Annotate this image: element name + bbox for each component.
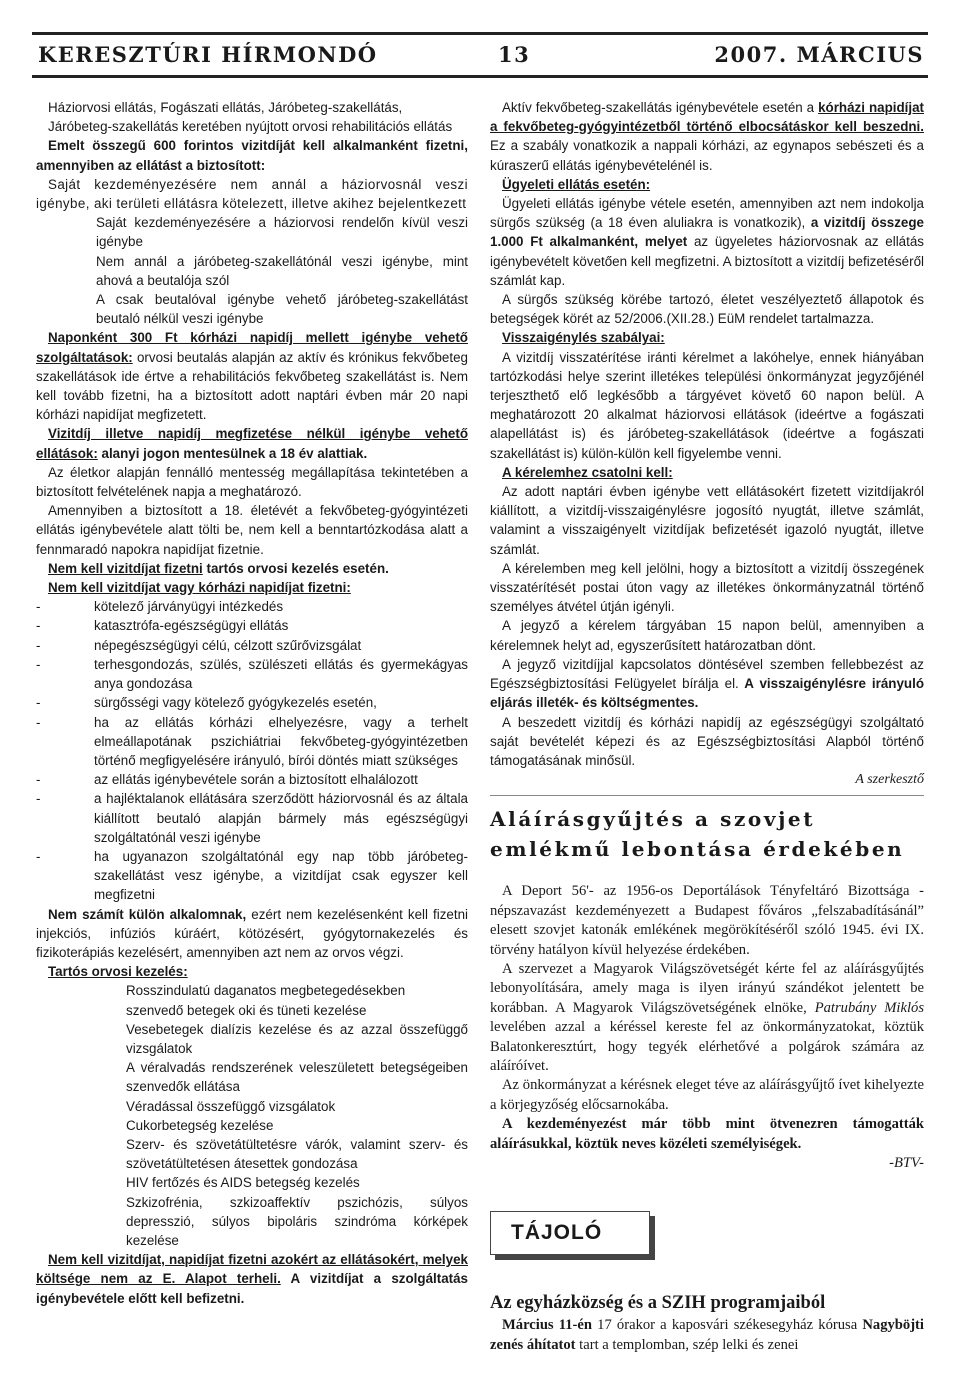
paragraph: A beszedett vizitdíj és kórházi napidíj az egészségügyi szolgáltató saját bevételét képezi és az Egészségbiztosítási Alapból történő támogatásának minősül. xyxy=(490,714,924,768)
text: A jegyző vizitdíjjal kapcsolatos döntésével szemben fellebbezést az Egészségbiztosítási Felügyelet bírálja el. xyxy=(490,656,924,692)
paragraph: A Deport 56'- az 1956-os Deportálások Tényfeltáró Bizottsága -népszavazást kezdeményezett a Budapest főváros „felszabadításánál” elesett szovjet katonák emlékének megörökítéséről szóló 1945. évi IX. törvény hatályon kívül helyezése érdekében. xyxy=(490,883,924,958)
paragraph xyxy=(36,962,468,981)
list-item: - ha ugyanazon szolgáltatónál egy nap több járóbeteg-szakellátást vesz igénybe, a vizitdíjat csak egyszer kell megfizetni xyxy=(36,847,468,905)
paragraph xyxy=(36,578,468,597)
page-header xyxy=(32,32,928,78)
condition-3: Nem annál a járóbeteg-szakellátónál veszi igénybe, mint ahová a beutalója szól xyxy=(96,253,468,288)
subheading: Naponként 300 Ft kórházi napidíj mellett igénybe vehető szolgáltatások: xyxy=(36,330,468,365)
paragraph xyxy=(36,559,468,578)
paragraph: Háziorvosi ellátás, Fogászati ellátás, Járóbeteg-szakellátás, xyxy=(48,100,403,115)
section-title: TÁJOLÓ xyxy=(511,1221,603,1245)
subheading: Visszaigénylés szabályai: xyxy=(502,330,665,346)
subheading: Nem kell vizitdíjat vagy kórházi napidíjat fizetni: xyxy=(48,580,351,596)
subheading: Nem kell vizitdíjat fizetni xyxy=(48,560,203,576)
paragraph xyxy=(36,328,468,424)
left-column xyxy=(36,98,468,1308)
list-item-text: sürgősségi vagy kötelező gyógykezelés esetén, xyxy=(94,695,377,711)
paragraph: Amennyiben a biztosított a 18. életévét a fekvőbeteg-gyógyintézeti ellátás igénybevétele alatt tölti be, nem kell a benntartózkodása alatt a fennmaradó napokra napidíjat fizetnie. xyxy=(36,503,468,557)
paragraph: Emelt összegű 600 forintos vizitdíját kell alkalmanként fizetni, amennyiben az ellátást a biztosított: xyxy=(36,138,468,173)
list-item: - népegészségügyi célú, célzott szűrővizsgálat xyxy=(36,636,468,655)
paragraph: A kezdeményezést már több mint ötvenezren támogatták aláírásukkal, köztük neves közéleti személyiségek. xyxy=(490,1116,924,1152)
paragraph xyxy=(490,1316,924,1355)
text: Nem számít külön alkalomnak, xyxy=(48,906,247,922)
paragraph xyxy=(490,328,924,347)
text: Nem kell tovább fizetni, ha a biztosított adott naptári évben már 20 napi kórházi napidíjat megfizetett. xyxy=(36,368,469,423)
paragraph: A vizitdíj visszatérítése iránti kérelmet a lakóhelye, ennek hiányában tartózkodási helye szerint illetékes települési önkormányzat jegyzőjénél terjeszthető elő legkésőbb a tárgyévet követő 60 napon belül. A meghatározott 20 alkalmat háziorvosi ellátások (ideértve a fogászati alapellátást is) és járóbeteg-szakellátások (ideértve a fogászati szakellátást is) külön-külön kell figyelembe venni. xyxy=(490,349,924,461)
paragraph xyxy=(490,960,924,1076)
article-title: Aláírásgyűjtés a szovjet emlékmű lebontása érdekében xyxy=(490,807,905,862)
list-item: Véradással összefüggő vizsgálatok xyxy=(126,1098,336,1114)
newspaper-title: KERESZTÚRI HÍRMONDÓ xyxy=(38,42,378,67)
list-item: A véralvadás rendszerének veleszületett betegségeiben szenvedők ellátása xyxy=(126,1060,468,1095)
paragraph xyxy=(490,194,924,290)
list-item-text: katasztrófa-egészségügyi ellátás xyxy=(94,618,289,634)
text: Nem kell vizitdíjat, napidíjat fizetni azokért az ellátásokért, melyek költsége nem az E. Alapot terheli. xyxy=(36,1252,468,1287)
list-item-text: terhesgondozás, szülés, szülészeti ellátás és gyermekágyas anya gondozása xyxy=(94,656,468,692)
issue-date: 2007. MÁRCIUS xyxy=(714,42,924,67)
paragraph: Az életkor alapján fennálló mentesség megállapítása tekintetében a biztosított felvételének napja a meghatározó. xyxy=(36,464,468,500)
list-item: - a hajléktalanok ellátására szerződött háziorvosnál és az általa kiállított beutaló alapján bármely más egészségügyi szolgáltatónál veszi igénybe xyxy=(36,789,468,847)
subheading: Vizitdíj illetve napidíj megfizetése nélkül igénybe vehető ellátások: xyxy=(36,426,468,461)
list-item-text: kötelező járványügyi intézkedés xyxy=(94,599,284,615)
subheading: Tartós orvosi kezelés: xyxy=(48,964,188,980)
divider xyxy=(490,795,924,796)
paragraph xyxy=(36,1250,468,1308)
list-item: - katasztrófa-egészségügyi ellátás xyxy=(36,616,468,635)
paragraph xyxy=(36,424,468,462)
long-term-list xyxy=(36,981,468,1250)
editor-signature: A szerkesztő xyxy=(855,772,924,788)
exemption-list xyxy=(36,597,468,904)
list-item: szenvedő betegek oki és tüneti kezelése xyxy=(126,1002,367,1018)
list-item: - sürgősségi vagy kötelező gyógykezelés esetén, xyxy=(36,693,468,712)
text: A vizitdíjat a szolgáltatás igénybevétele előtt kell befizetni. xyxy=(36,1271,468,1306)
article-body xyxy=(490,882,924,1173)
paragraph xyxy=(490,463,924,482)
text: 17 órakor a kaposvári székesegyház kórusa xyxy=(592,1317,863,1334)
text: ezért nem kezelésenként kell fizetni injekciós, infúziós kúráért, kötözésért, gyógytornakezelés és fizikoterápiás kezelésért, amennyiben azt nem az orvos végzi. xyxy=(36,906,468,960)
list-item-text: népegészségügyi célú, célzott szűrővizsgálat xyxy=(94,637,362,653)
subheading: Ügyeleti ellátás esetén: xyxy=(502,176,651,192)
program-body xyxy=(490,1316,924,1355)
text: a vizitdíj összege 1.000 Ft alkalmanként, melyet xyxy=(490,215,924,250)
paragraph: A kérelemben meg kell jelölni, hogy a biztosított a vizitdíj összegének visszatérítését postai úton vagy az illetékes önkormányzatnál történő személyes átvétel útján igényli. xyxy=(490,560,924,615)
paragraph: Az adott naptári évben igénybe vett ellátásokért fizetett vizitdíjakról kiállított, a vizitdíj-visszaigénylésre jogosító nyugtát, illetve számlát, valamint a visszaigényelt vizitdíjak befizetését igazoló nyugtát, illetve számlát. xyxy=(490,484,924,557)
paragraph: Az önkormányzat a kérésnek eleget téve az aláírásgyűjtő ívet kihelyezte a körjegyzőség előcsarnokába. xyxy=(490,1077,924,1113)
list-item: - terhesgondozás, szülés, szülészeti ellátás és gyermekágyas anya gondozása xyxy=(36,655,468,693)
paragraph: A jegyző a kérelem tárgyában 15 napon belül, amennyiben a kérelemnek helyt ad, egyszerűsített határozatban dönt. xyxy=(490,618,924,653)
list-item: - ha az ellátás kórházi elhelyezésre, vagy a terhelt elmeállapotának pszichiátriai fekvőbeteg-gyógyintézetben történő megfigyelésére irányuló, bírói döntés miatt szükséges xyxy=(36,713,468,771)
list-item-text: az ellátás igénybevétele során a biztosított elhalálozott xyxy=(94,772,418,788)
text: tartós orvosi kezelés esetén. xyxy=(202,560,389,576)
list-item: Rosszindulatú daganatos megbetegedésekben xyxy=(126,983,406,999)
list-item: - kötelező járványügyi intézkedés xyxy=(36,597,468,616)
paragraph xyxy=(490,175,924,194)
text: tart a templomban, szép lelki és zenei xyxy=(575,1336,799,1353)
text: Aktív fekvőbeteg-szakellátás igénybevétele esetén a xyxy=(502,100,819,115)
text: Ügyeleti ellátás igénybe vétele esetén, amennyiben azt nem indokolja sürgős szükség (a 18 éven aluliakra is vonatkozik), xyxy=(490,196,924,231)
text: A visszaigénylésre irányuló eljárás illeték- és költségmentes. xyxy=(490,676,924,711)
condition-4: A csak beutalóval igénybe vehető járóbeteg-szakellátást beutaló nélkül veszi igénybe xyxy=(96,292,468,327)
list-item: Cukorbetegség kezelése xyxy=(126,1117,274,1133)
list-item-text: ha ugyanazon szolgáltatónál egy nap több járóbeteg-szakellátást vesz igénybe, a vizitdíjat csak egyszer kell megfizetni xyxy=(94,848,468,903)
program-title: Az egyházközség és a SZIH programjaiból xyxy=(490,1293,826,1314)
paragraph: A sürgős szükség körébe tartozó, életet veszélyeztető állapotok és betegségek körét az 52/2006.(XII.28.) EüM rendelet tartalmazza. xyxy=(490,292,924,327)
text: levelében azzal a kéréssel kereste fel az önkormányzatokat, köztük Balatonkeresztúrt, hogy tegyék elérhetővé a polgárok számára az aláíróívet. xyxy=(490,1019,924,1074)
condition-2: Saját kezdeményezésére a háziorvosi rendelőn kívül veszi igénybe xyxy=(96,215,468,250)
list-item-text: ha az ellátás kórházi elhelyezésre, vagy a terhelt elmeállapotának pszichiátriai fekvőbeteg-gyógyintézetben történő megfigyelésére irányuló, bírói döntés miatt szükséges xyxy=(94,714,468,768)
page-number: 13 xyxy=(498,42,531,67)
list-item: - az ellátás igénybevétele során a biztosított elhalálozott xyxy=(36,770,468,789)
paragraph xyxy=(490,98,924,175)
paragraph xyxy=(490,655,924,713)
list-item: Vesebetegek dialízis kezelése és az azzal összefüggő vizsgálatok xyxy=(126,1021,468,1056)
text: Nagyböjti zenés áhítatot xyxy=(490,1317,924,1353)
list-item: HIV fertőzés és AIDS betegség kezelés xyxy=(126,1175,360,1191)
text: kórházi napidíjat a fekvőbeteg-gyógyintézetből történő elbocsátáskor kell beszedni. xyxy=(490,100,924,135)
right-column xyxy=(490,98,924,1355)
section-box xyxy=(490,1211,650,1255)
text: az ügyeletes háziorvosnak az ellátás igénybevételt követően kell megfizetni. A biztosított a vizitdíj befizetéséről számlát kap. xyxy=(490,234,924,288)
text: Ez a szabály vonatkozik a nappali kórházi, az egynapos sebészeti és a kúraszerű ellátás igénybevételénél is. xyxy=(490,138,924,173)
text: orvosi beutalás alapján az aktív és krónikus fekvőbeteg szakellátások ide értve a rehabilitációs fekvőbeteg szakellátást is. xyxy=(36,349,468,384)
list-item: Szkizofrénia, szkizoaffektív pszichózis, súlyos depresszió, súlyos bipoláris szindróma kórképek kezelése xyxy=(126,1194,468,1248)
subheading: A kérelemhez csatolni kell: xyxy=(502,464,673,480)
list-item-text: a hajléktalanok ellátására szerződött háziorvosnál és az általa kiállított beutaló alapján bármely más egészségügyi szolgáltatónál veszi igénybe xyxy=(94,791,468,845)
person-name: Patrubány Miklós xyxy=(814,999,924,1016)
paragraph xyxy=(36,905,468,963)
author-signature: -BTV- xyxy=(889,1155,924,1171)
text: alanyi jogon mentesülnek a 18 év alattiak. xyxy=(97,445,368,461)
list-item: Szerv- és szövetátültetésre várók, valamint szerv- és szövetátültetésen átesettek gondozása xyxy=(126,1136,468,1172)
paragraph: Járóbeteg-szakellátás keretében nyújtott orvosi rehabilitációs ellátás xyxy=(48,119,453,135)
text: Március 11-én xyxy=(502,1317,593,1334)
condition-1: Saját kezdeményezésére nem annál a háziorvosnál veszi igénybe, aki területi ellátásra kötelezett, illetve akihez bejelentkezett xyxy=(36,176,468,212)
text: A szervezet a Magyarok Világszövetségét kérte fel az aláírásgyűjtés lebonyolítására, amely maga is ilyen irányú szándékot jelentett be korábban. A Magyarok Világszövetségének elnöke, xyxy=(490,960,924,1016)
